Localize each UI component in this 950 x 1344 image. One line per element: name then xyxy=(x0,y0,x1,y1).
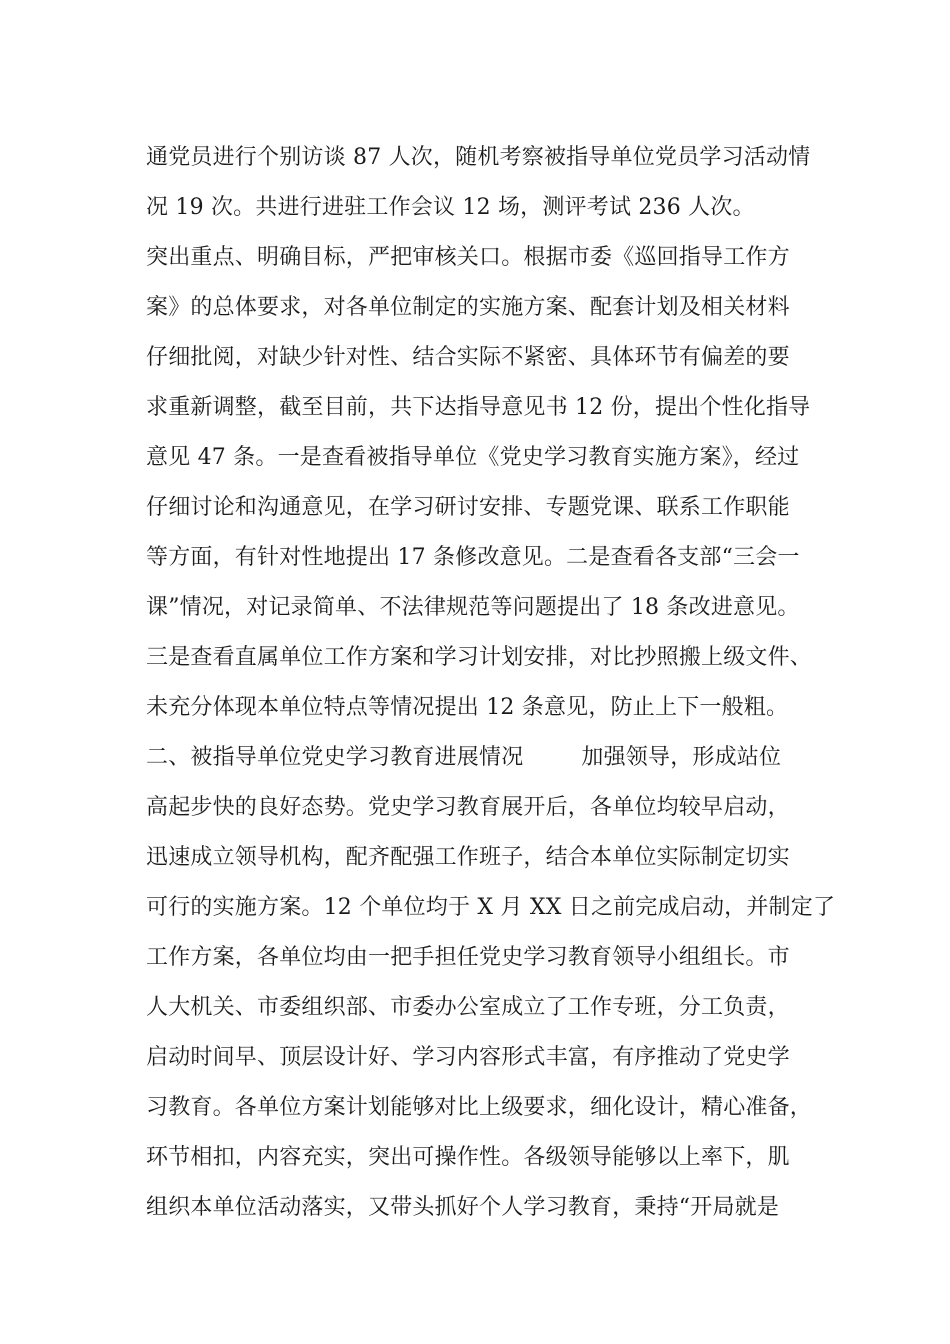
section-heading-line xyxy=(146,738,836,778)
body-line: 意见 47 条。一是查看被指导单位《党史学习教育实施方案》，经过 xyxy=(146,445,800,470)
body-line: 仔细批阅，对缺少针对性、结合实际不紧密、具体环节有偏差的要 xyxy=(146,345,790,370)
body-line: 突出重点、明确目标，严把审核关口。根据市委《巡回指导工作方 xyxy=(146,245,790,270)
body-line: 求重新调整，截至目前，共下达指导意见书 12 份，提出个性化指导 xyxy=(146,395,811,420)
body-line: 工作方案，各单位均由一把手担任党史学习教育领导小组组长。市 xyxy=(146,945,790,970)
body-line: 人大机关、市委组织部、市委办公室成立了工作专班，分工负责， xyxy=(146,995,790,1020)
body-line: 通党员进行个别访谈 87 人次，随机考察被指导单位党员学习活动情 xyxy=(146,145,811,170)
body-line: 未充分体现本单位特点等情况提出 12 条意见，防止上下一般粗。 xyxy=(146,695,789,720)
body-line: 迅速成立领导机构，配齐配强工作班子，结合本单位实际制定切实 xyxy=(146,845,790,870)
section-heading: 二、被指导单位党史学习教育进展情况 xyxy=(146,745,524,770)
body-line: 环节相扣，内容充实，突出可操作性。各级领导能够以上率下，肌 xyxy=(146,1145,790,1170)
body-line: 况 19 次。共进行进驻工作会议 12 场，测评考试 236 人次。 xyxy=(146,195,755,220)
section-heading-tail: 加强领导，形成站位 xyxy=(581,745,782,770)
body-line: 课”情况，对记录简单、不法律规范等问题提出了 18 条改进意见。 xyxy=(146,595,800,620)
body-line: 三是查看直属单位工作方案和学习计划安排，对比抄照搬上级文件、 xyxy=(146,645,813,670)
body-line: 仔细讨论和沟通意见，在学习研讨安排、专题党课、联系工作职能 xyxy=(146,495,790,520)
body-line: 可行的实施方案。12 个单位均于 X 月 XX 日之前完成启动，并制定了 xyxy=(146,895,836,920)
body-line: 案》的总体要求，对各单位制定的实施方案、配套计划及相关材料 xyxy=(146,295,790,320)
body-line: 等方面，有针对性地提出 17 条修改意见。二是查看各支部“三会一 xyxy=(146,545,800,570)
body-line: 组织本单位活动落实，又带头抓好个人学习教育，秉持“开局就是 xyxy=(146,1195,780,1220)
body-line: 高起步快的良好态势。党史学习教育展开后，各单位均较早启动， xyxy=(146,795,790,820)
body-line: 习教育。各单位方案计划能够对比上级要求，细化设计，精心准备， xyxy=(146,1095,813,1120)
body-line: 启动时间早、顶层设计好、学习内容形式丰富，有序推动了党史学 xyxy=(146,1045,790,1070)
